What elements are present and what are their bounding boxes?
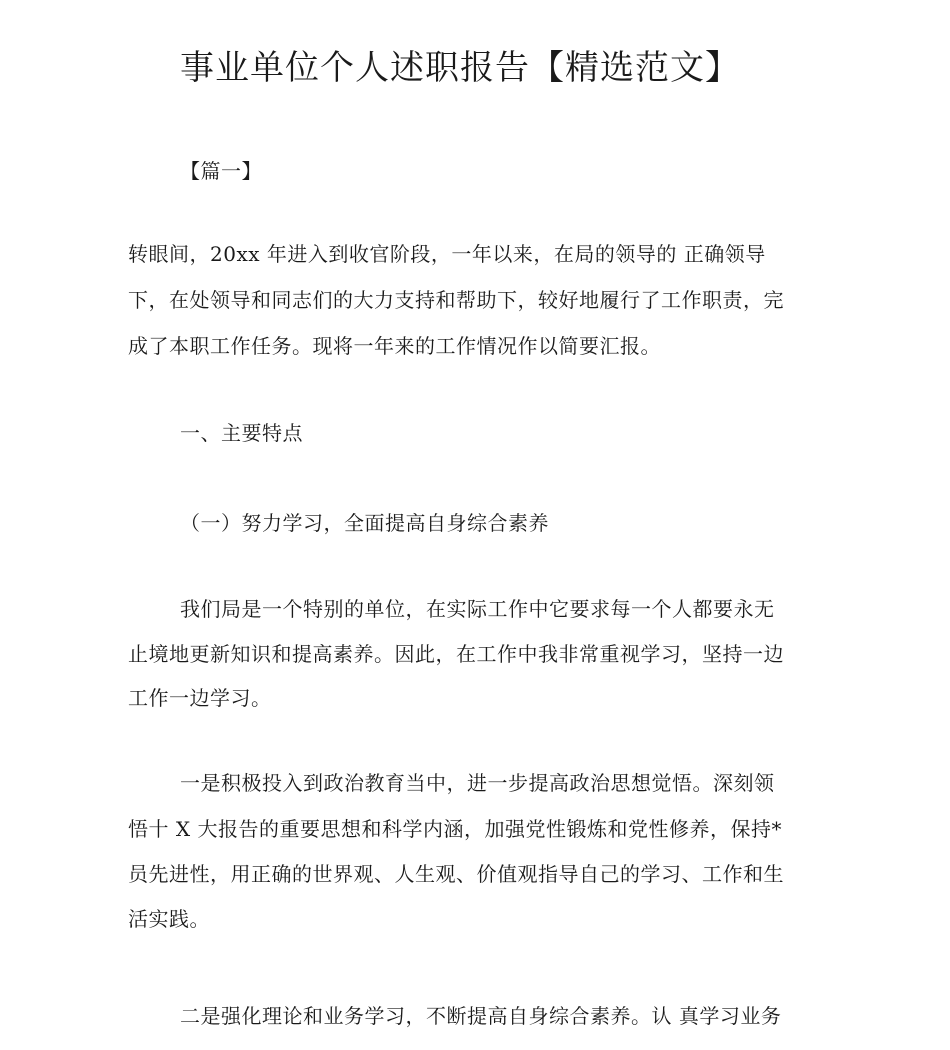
paragraph-line: 下，在处领导和同志们的大力支持和帮助下，较好地履行了工作职责，完 — [128, 288, 784, 312]
paragraph-line: 工作一边学习。 — [128, 686, 272, 710]
paragraph-line: 活实践。 — [128, 907, 210, 931]
section-heading: 一、主要特点 — [180, 421, 303, 445]
paragraph-line: 二是强化理论和业务学习，不断提高自身综合素养。认 真学习业务 — [180, 1004, 782, 1028]
paragraph-line: 员先进性，用正确的世界观、人生观、价值观指导自己的学习、工作和生 — [128, 862, 784, 886]
paragraph-line: 成了本职工作任务。现将一年来的工作情况作以简要汇报。 — [128, 334, 661, 358]
document-title: 事业单位个人述职报告【精选范文】 — [180, 48, 740, 88]
paragraph-line: 悟十 X 大报告的重要思想和科学内涵，加强党性锻炼和党性修养，保持* — [128, 817, 782, 841]
subsection-heading: （一）努力学习，全面提高自身综合素养 — [180, 511, 549, 535]
section-tag: 【篇一】 — [180, 159, 262, 183]
paragraph-line: 止境地更新知识和提高素养。因此，在工作中我非常重视学习，坚持一边 — [128, 642, 784, 666]
paragraph-line: 我们局是一个特别的单位，在实际工作中它要求每一个人都要永无 — [180, 597, 775, 621]
paragraph-line: 一是积极投入到政治教育当中，进一步提高政治思想觉悟。深刻领 — [180, 771, 775, 795]
paragraph-line: 转眼间，20xx 年进入到收官阶段，一年以来，在局的领导的 正确领导 — [128, 242, 766, 266]
